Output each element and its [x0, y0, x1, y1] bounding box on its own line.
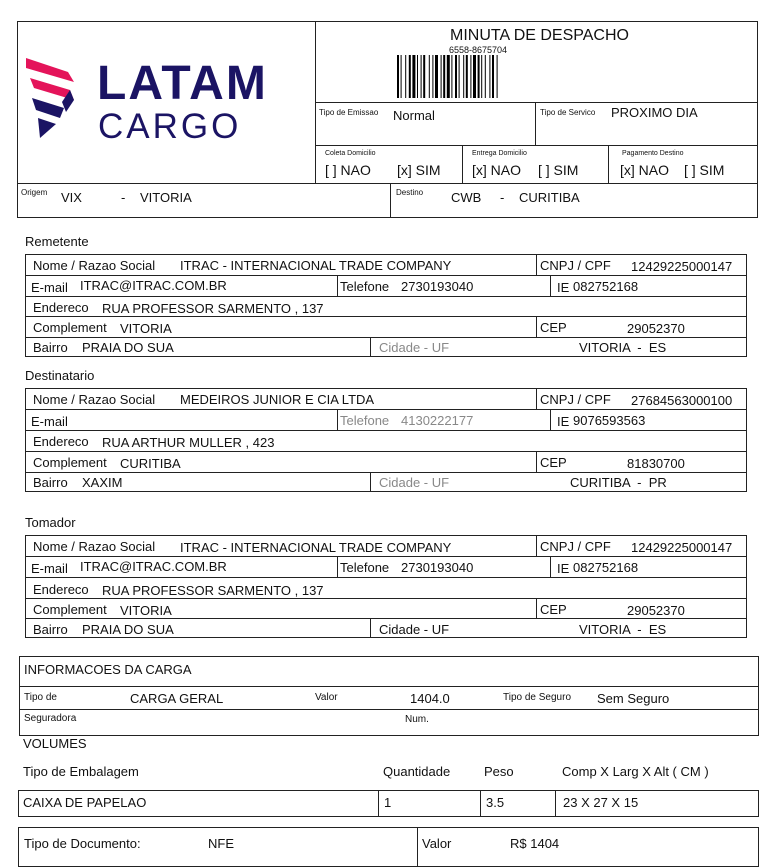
- destinatario-telefone-label: Telefone: [340, 413, 390, 428]
- carga-valor-label: Valor: [315, 692, 338, 703]
- remetente-cnpj-value: 12429225000147: [631, 259, 733, 274]
- coleta-label: Coleta Domicilio: [325, 150, 376, 157]
- carga-seguro-label: Tipo de Seguro: [503, 692, 572, 703]
- tomador-cidade-label: Cidade - UF: [379, 622, 450, 637]
- pagamento-sim: [ ] SIM: [684, 162, 725, 178]
- remetente-ie-label: IE: [557, 280, 570, 295]
- tomador-telefone-value: 2730193040: [401, 560, 474, 575]
- carga-tipo-value: CARGA GERAL: [130, 691, 224, 706]
- entrega-label: Entrega Domicilio: [472, 150, 527, 157]
- tomador-bairro-value: PRAIA DO SUA: [82, 622, 174, 637]
- volumes-quantidade-value: 1: [384, 795, 392, 810]
- destinatario-nome-value: MEDEIROS JUNIOR E CIA LTDA: [180, 392, 375, 407]
- carga-title: INFORMACOES DA CARGA: [24, 662, 192, 677]
- tomador-cnpj-value: 12429225000147: [631, 540, 733, 555]
- tomador-ie-label: IE: [557, 561, 570, 576]
- tipo-servico-value: PROXIMO DIA: [611, 105, 698, 120]
- tomador-cnpj-label: CNPJ / CPF: [540, 539, 611, 554]
- carga-seguradora-label: Seguradora: [24, 713, 77, 724]
- destinatario-bairro-value: XAXIM: [82, 475, 123, 490]
- destinatario-cidade-value: CURITIBA - PR: [570, 475, 667, 490]
- volumes-title: VOLUMES: [23, 736, 87, 751]
- entrega-sim: [ ] SIM: [538, 162, 579, 178]
- destinatario-cep-value: 81830700: [627, 456, 685, 471]
- destino-label: Destino: [396, 188, 424, 197]
- documento-valor-value: R$ 1404: [510, 836, 560, 851]
- destinatario-endereco-label: Endereco: [33, 434, 89, 449]
- volumes-col-peso: Peso: [484, 764, 514, 779]
- tomador-bairro-label: Bairro: [33, 622, 68, 637]
- documento-valor-label: Valor: [422, 836, 452, 851]
- remetente-cep-label: CEP: [540, 320, 567, 335]
- document-title: MINUTA DE DESPACHO: [450, 27, 629, 44]
- destinatario-bairro-label: Bairro: [33, 475, 68, 490]
- destinatario-telefone-value: 4130222177: [401, 413, 474, 428]
- pagamento-nao: [x] NAO: [620, 162, 670, 178]
- remetente-telefone-label: Telefone: [340, 279, 390, 294]
- volumes-peso-value: 3.5: [486, 795, 505, 810]
- destino-city: CURITIBA: [519, 190, 580, 205]
- destino-dash: -: [500, 190, 505, 205]
- origem-city: VITORIA: [140, 190, 192, 205]
- destinatario-nome-label: Nome / Razao Social: [33, 392, 156, 407]
- destinatario-email-label: E-mail: [31, 414, 68, 429]
- barcode-icon: [397, 55, 550, 98]
- remetente-complement-label: Complement: [33, 320, 107, 335]
- tomador-telefone-label: Telefone: [340, 560, 390, 575]
- destino-code: CWB: [451, 190, 482, 205]
- carga-seguro-value: Sem Seguro: [597, 691, 670, 706]
- tomador-cep-value: 29052370: [627, 603, 685, 618]
- tomador-cidade-value: VITORIA - ES: [579, 622, 667, 637]
- entrega-nao: [x] NAO: [472, 162, 522, 178]
- origem-dash: -: [121, 190, 126, 205]
- destinatario-cnpj-label: CNPJ / CPF: [540, 392, 611, 407]
- documento-tipo-value: NFE: [208, 836, 234, 851]
- remetente-complement-value: VITORIA: [120, 321, 172, 336]
- documento-tipo-label: Tipo de Documento:: [24, 836, 141, 851]
- tomador-email-label: E-mail: [31, 561, 68, 576]
- tomador-complement-value: VITORIA: [120, 603, 172, 618]
- remetente-email-label: E-mail: [31, 280, 68, 295]
- destinatario-ie-value: 9076593563: [573, 413, 646, 428]
- tomador-cep-label: CEP: [540, 602, 567, 617]
- destinatario-cidade-label: Cidade - UF: [379, 475, 450, 490]
- tomador-email-value: ITRAC@ITRAC.COM.BR: [80, 559, 227, 574]
- carga-num-label: Num.: [405, 714, 429, 725]
- destinatario-complement-value: CURITIBA: [120, 456, 181, 471]
- latam-logo-icon: [24, 52, 82, 140]
- tomador-ie-value: 082752168: [573, 560, 639, 575]
- remetente-cnpj-label: CNPJ / CPF: [540, 258, 611, 273]
- remetente-nome-value: ITRAC - INTERNACIONAL TRADE COMPANY: [180, 258, 452, 273]
- tomador-endereco-label: Endereco: [33, 582, 89, 597]
- logo-cargo-text: CARGO: [98, 107, 242, 146]
- destinatario-cep-label: CEP: [540, 455, 567, 470]
- logo-latam-text: LATAM: [97, 57, 268, 110]
- remetente-cidade-label: Cidade - UF: [379, 340, 450, 355]
- origem-label: Origem: [21, 188, 48, 197]
- coleta-nao: [ ] NAO: [325, 162, 371, 178]
- volumes-embalagem-value: CAIXA DE PAPELAO: [23, 795, 147, 810]
- remetente-endereco-value: RUA PROFESSOR SARMENTO , 137: [102, 301, 324, 316]
- tomador-nome-value: ITRAC - INTERNACIONAL TRADE COMPANY: [180, 540, 452, 555]
- tipo-emissao-label: Tipo de Emissao: [319, 108, 379, 117]
- remetente-ie-value: 082752168: [573, 279, 639, 294]
- remetente-endereco-label: Endereco: [33, 300, 89, 315]
- destinatario-cnpj-value: 27684563000100: [631, 393, 733, 408]
- remetente-nome-label: Nome / Razao Social: [33, 258, 156, 273]
- volumes-dim-value: 23 X 27 X 15: [563, 795, 639, 810]
- tomador-complement-label: Complement: [33, 602, 107, 617]
- remetente-telefone-value: 2730193040: [401, 279, 474, 294]
- volumes-col-quantidade: Quantidade: [383, 764, 451, 779]
- destinatario-title: Destinatario: [25, 368, 95, 383]
- tomador-nome-label: Nome / Razao Social: [33, 539, 156, 554]
- coleta-sim: [x] SIM: [397, 162, 441, 178]
- remetente-bairro-value: PRAIA DO SUA: [82, 340, 174, 355]
- origem-code: VIX: [61, 190, 82, 205]
- destinatario-endereco-value: RUA ARTHUR MULLER , 423: [102, 435, 275, 450]
- remetente-cidade-value: VITORIA - ES: [579, 340, 667, 355]
- carga-valor-value: 1404.0: [410, 691, 450, 706]
- remetente-email-value: ITRAC@ITRAC.COM.BR: [80, 278, 227, 293]
- tomador-endereco-value: RUA PROFESSOR SARMENTO , 137: [102, 583, 324, 598]
- volumes-col-dim: Comp X Larg X Alt ( CM ): [562, 764, 709, 779]
- tipo-emissao-value: Normal: [393, 108, 435, 123]
- barcode-number: 6558-8675704: [449, 45, 508, 55]
- carga-tipo-label: Tipo de: [24, 692, 57, 703]
- pagamento-label: Pagamento Destino: [622, 150, 684, 157]
- remetente-title: Remetente: [25, 234, 89, 249]
- destinatario-ie-label: IE: [557, 414, 570, 429]
- remetente-cep-value: 29052370: [627, 321, 685, 336]
- volumes-col-embalagem: Tipo de Embalagem: [23, 764, 139, 779]
- tipo-servico-label: Tipo de Servico: [540, 108, 596, 117]
- destinatario-complement-label: Complement: [33, 455, 107, 470]
- tomador-title: Tomador: [25, 515, 76, 530]
- remetente-bairro-label: Bairro: [33, 340, 68, 355]
